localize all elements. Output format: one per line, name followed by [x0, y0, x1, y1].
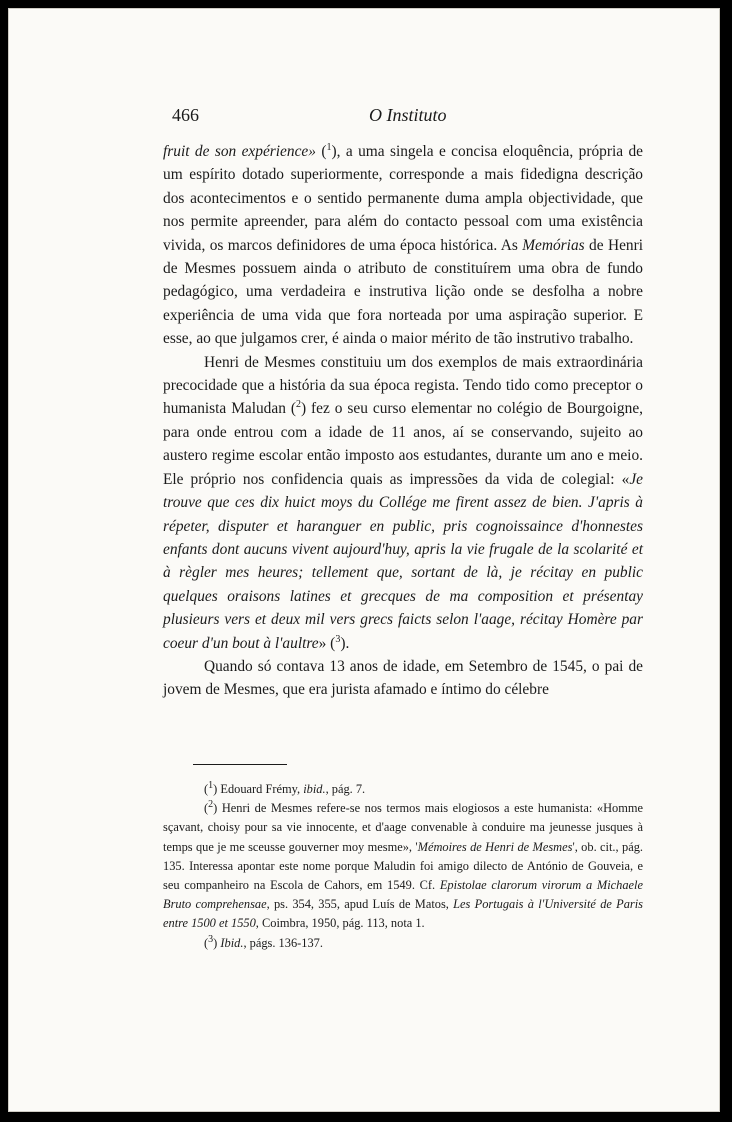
footnote-3: ($^3$) Ibid., págs. 136-137.: [204, 933, 323, 950]
footnote-separator: [193, 764, 287, 765]
footnote-2: ($^2$) Henri de Mesmes refere-se nos termos mais elogiosos a este humanista: «Homme sçavant, choisy pour sa vie innocente, et d'aage convenable à conduire ma jeunesse jusques à temps que je me sceusse gouverner moy mesme», 'Mémoires de Henri de Mesmes', ob. cit., pág. 135. Interessa apontar este nome porque Maludin foi amigo dilecto de António de Gouveia, e seu companheiro na Escola de Cahors, em 1549. Cf. Epistolae clarorum virorum a Michaele Bruto comprehensae, ps. 354, 355, apud Luís de Matos, Les Portugais à l'Université de Paris entre 1500 et 1550, Coimbra, 1950, pág. 113, nota 1.: [163, 799, 643, 931]
body-text: [163, 140, 643, 702]
footnote-ref-1: 1: [326, 141, 332, 153]
paragraph-2: Henri de Mesmes constituiu um dos exemplos de mais extraordinária precocidade que a história da sua época regista. Tendo tido como preceptor o humanista Maludan ($^2$) fez o seu curso elementar no colégio de Bourgoigne, para onde entrou com a idade de 11 anos, aí se conservando, sujeito ao austero regime escolar então imposto aos estudantes, durante um ano e meio. Ele próprio nos confidencia quais as impressões da vida de colegial: «Je trouve que ces dix huict moys du Collége me firent assez de bien. J'apris à répeter, disputer et haranguer en public, pris cognoissaince d'honnestes enfants dont aucuns vivent aujourd'huy, apris la vie frugale de la scolarité et à règler mes heures; tellement que, sortant de là, je récitay en public quelques oraisons latines et grecques de ma composition et présentay plusieurs vers et deux mil vers grecs faicts selon l'aage, récitay Homère par coeur d'un bout à l'aultre» ($^3$).: [163, 353, 644, 652]
footnote-marker-1: 1: [208, 779, 214, 791]
footnote-ref-3: 3: [335, 633, 341, 645]
footnotes: [163, 780, 643, 953]
page-number: 466: [172, 105, 199, 125]
french-quotation: Je trouve que ces dix huict moys du Collége me firent assez de bien. J'apris à répeter, disputer et haranguer en public, pris cognoissaince d'honnestes enfants dont aucuns vivent aujourd'huy, apris la vie frugale de la scolarité et à règler mes heures; tellement que, sortant de là, je récitay en public quelques oraisons latines et grecques de ma composition et présentay plusieurs vers et deux mil vers grecs faicts selon l'aage, récitay Homère par coeur d'un bout à l'aultre: [163, 470, 643, 652]
quote-fragment: fruit de son expérience»: [163, 143, 316, 160]
paragraph-3: Quando só contava 13 anos de idade, em Setembro de 1545, o pai de jovem de Mesmes, que era jurista afamado e íntimo do célebre: [163, 657, 643, 699]
footnote-marker-2: 2: [208, 799, 214, 811]
footnote-marker-3: 3: [208, 933, 214, 945]
book-title-memorias: Memórias: [522, 236, 585, 254]
paragraph-1: fruit de son expérience» ($^1$), a uma singela e concisa eloquência, própria de um espírito dotado superiormente, corresponde a mais fidedigna descrição dos acontecimentos e o sentido permanente duma ampla objectividade, que nos permite apreender, para além do contacto pessoal com uma existência vivida, os marcos definidores de uma época histórica. As Memórias de Henri de Mesmes possuem ainda o atributo de constituírem uma obra de fundo pedagógico, uma verdadeira e instrutiva lição onde se desfolha a nobre experiência de uma vida que fora norteada por uma aspiração superior. E esse, ao que julgamos crer, é ainda o maior mérito de tão instrutivo trabalho.: [163, 141, 643, 348]
running-title: O Instituto: [369, 105, 447, 125]
page-header: [172, 105, 652, 129]
footnote-ref-2: 2: [295, 399, 301, 411]
footnote-1: ($^1$) Edouard Frémy, ibid., pág. 7.: [204, 779, 366, 796]
